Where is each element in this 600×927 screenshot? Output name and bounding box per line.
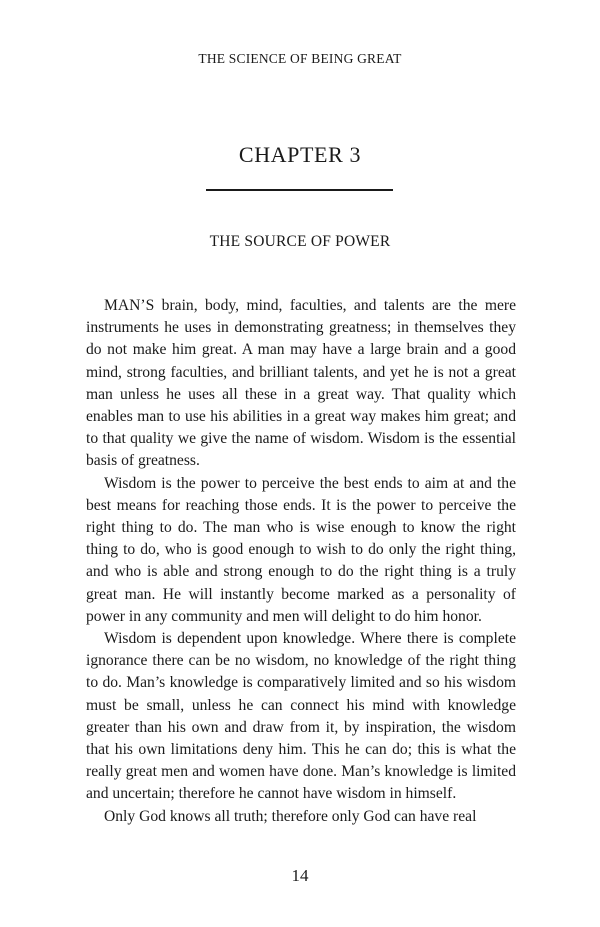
paragraph: Wisdom is dependent upon knowledge. Where there is complete ignorance there can be no wisdom, no knowledge of the right thing to do. Man’s knowledge is comparatively limited and so his wisdom must be small, unless he can connect his mind with knowledge greater than his own and draw from it, by inspiration, the wisdom that his own limitations deny him. This he can do; this is what the really great men and women have done. Man’s knowledge is limited and uncertain; therefore he cannot have wisdom in himself. [86,630,516,803]
chapter-subtitle: THE SOURCE OF POWER [209,233,391,250]
paragraph: MAN’S brain, body, mind, faculties, and talents are the mere instruments he uses in demonstrating greatness; in themselves they do not make him great. A man may have a large brain and a good mind, strong faculties, and brilliant talents, and yet he is not a great man unless he uses all these in a great way. That quality which enables man to use his abilities in a great way makes him great; and to that quality we give the name of wisdom. Wisdom is the essential basis of greatness. [86,297,516,470]
running-head: THE SCIENCE OF BEING GREAT [198,51,402,66]
chapter-divider [206,189,393,191]
body-text [86,295,516,828]
paragraph: Wisdom is the power to perceive the best ends to aim at and the best means for reaching those ends. It is the power to perceive the right thing to do. The man who is wise enough to know the right thing to do, who is good enough to wish to do only the right thing, and who is able and strong enough to do the right thing is a truly great man. He will instantly become marked as a personality of power in any community and men will delight to do him honor. [86,474,516,625]
page-number: 14 [291,866,309,885]
paragraph: Only God knows all truth; therefore only God can have real [104,807,477,825]
chapter-title: CHAPTER 3 [238,142,362,167]
